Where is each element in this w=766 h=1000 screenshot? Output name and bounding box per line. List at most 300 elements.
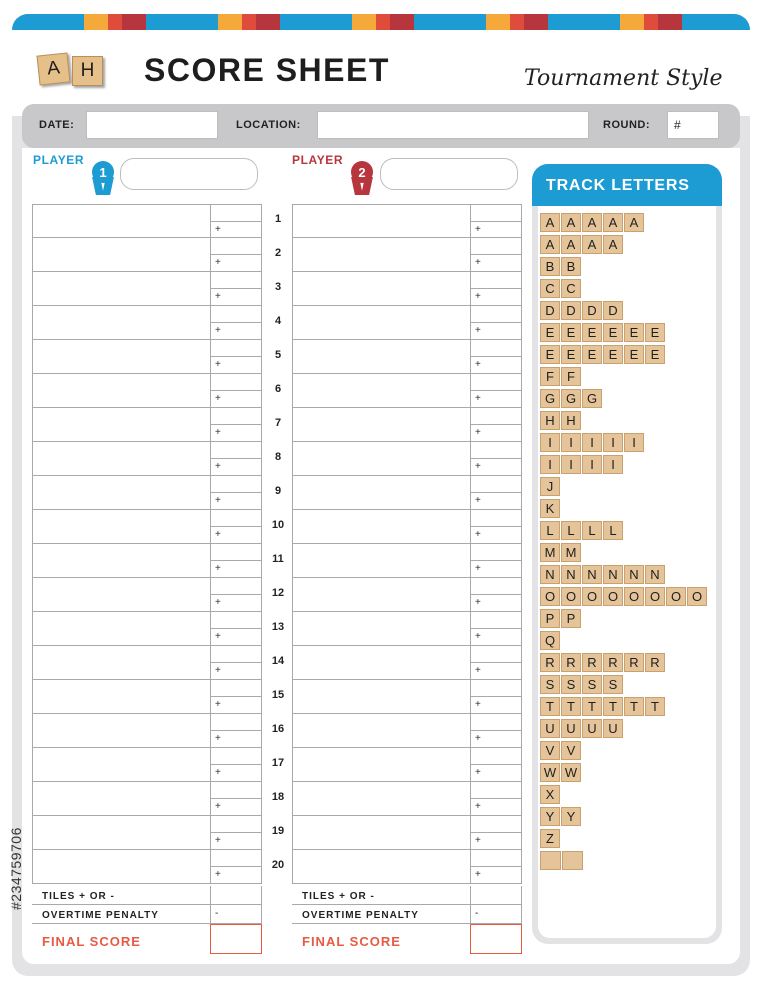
word-cell[interactable] <box>292 306 470 340</box>
letter-tile[interactable]: N <box>582 565 602 584</box>
plus-sign: + <box>215 495 221 506</box>
letter-tile[interactable]: H <box>540 411 560 430</box>
plus-sign: + <box>475 427 481 438</box>
letter-tile[interactable]: B <box>540 257 560 276</box>
plus-sign: + <box>215 529 221 540</box>
word-cell[interactable] <box>32 782 210 816</box>
tiles-row <box>292 886 522 905</box>
letter-tile[interactable]: I <box>603 455 623 474</box>
score-cell[interactable] <box>470 510 522 544</box>
round-row <box>292 238 522 272</box>
plus-sign: + <box>215 461 221 472</box>
blank-tile[interactable] <box>562 851 583 870</box>
letter-tile[interactable]: B <box>561 257 581 276</box>
plus-sign: + <box>475 224 481 235</box>
round-field[interactable] <box>667 111 719 139</box>
letter-tile[interactable]: L <box>582 521 602 540</box>
word-cell[interactable] <box>292 205 470 239</box>
letter-tile[interactable]: H <box>561 411 581 430</box>
tile-row <box>540 411 581 430</box>
stripe-segment <box>108 14 122 30</box>
letter-tile[interactable]: E <box>540 345 560 364</box>
letter-tile[interactable]: Y <box>540 807 560 826</box>
letter-tile[interactable]: S <box>561 675 581 694</box>
score-cell[interactable] <box>210 272 262 306</box>
plus-sign: + <box>475 563 481 574</box>
score-cell[interactable] <box>470 816 522 850</box>
round-number: 17 <box>271 757 285 769</box>
letter-tile[interactable]: M <box>561 543 581 562</box>
player-1-score-table <box>32 204 262 884</box>
letter-tile[interactable]: O <box>582 587 602 606</box>
word-cell[interactable] <box>32 510 210 544</box>
letter-tile[interactable]: E <box>624 323 644 342</box>
overtime-field[interactable]: - <box>210 905 262 924</box>
letter-tile[interactable]: L <box>603 521 623 540</box>
tile-row <box>540 367 581 386</box>
letter-tile[interactable]: G <box>582 389 602 408</box>
round-number: 11 <box>272 553 284 565</box>
stripe-segment <box>146 14 218 30</box>
round-row <box>292 680 522 714</box>
letter-tile[interactable]: E <box>561 323 581 342</box>
letter-tile[interactable]: E <box>645 345 665 364</box>
letter-tile[interactable]: R <box>540 653 560 672</box>
letter-tile[interactable]: A <box>582 235 602 254</box>
letter-tile[interactable]: O <box>624 587 644 606</box>
player-2-score-table <box>292 204 522 884</box>
player-2-name-field[interactable] <box>380 158 518 190</box>
letter-tile[interactable]: L <box>540 521 560 540</box>
letter-tile[interactable]: I <box>603 433 623 452</box>
letter-tile[interactable]: N <box>561 565 581 584</box>
word-cell[interactable] <box>32 748 210 782</box>
letter-tile[interactable]: O <box>561 587 581 606</box>
tile-row <box>540 279 581 298</box>
word-cell[interactable] <box>292 646 470 680</box>
plus-sign: + <box>475 393 481 404</box>
score-cell[interactable] <box>210 340 262 374</box>
word-cell[interactable] <box>292 748 470 782</box>
tiles-field[interactable] <box>470 886 522 905</box>
final-score-row <box>32 924 262 954</box>
stripe-segment <box>280 14 352 30</box>
page-title: SCORE SHEET <box>144 52 390 88</box>
player-2-label: PLAYER <box>292 153 344 167</box>
letter-tile[interactable]: O <box>645 587 665 606</box>
letter-tile[interactable]: E <box>624 345 644 364</box>
score-cell[interactable] <box>210 850 262 884</box>
letter-tile[interactable]: E <box>582 345 602 364</box>
word-cell[interactable] <box>32 205 210 239</box>
letter-tile[interactable]: V <box>561 741 581 760</box>
round-number: 16 <box>271 723 285 735</box>
score-cell[interactable] <box>470 544 522 578</box>
score-cell[interactable] <box>210 306 262 340</box>
letter-tile[interactable]: U <box>540 719 560 738</box>
letter-tile[interactable]: N <box>645 565 665 584</box>
letter-tile[interactable]: O <box>666 587 686 606</box>
word-cell[interactable] <box>32 544 210 578</box>
letter-tile[interactable]: A <box>540 235 560 254</box>
final-score-row <box>292 924 522 954</box>
score-cell[interactable] <box>210 748 262 782</box>
score-cell[interactable] <box>210 544 262 578</box>
plus-sign: + <box>475 699 481 710</box>
score-cell[interactable] <box>210 646 262 680</box>
letter-tile[interactable]: I <box>561 433 581 452</box>
score-cell[interactable] <box>470 680 522 714</box>
round-row <box>32 306 262 340</box>
score-cell[interactable] <box>210 578 262 612</box>
plus-sign: + <box>475 529 481 540</box>
word-cell[interactable] <box>292 340 470 374</box>
word-cell[interactable] <box>292 272 470 306</box>
letter-tile[interactable]: O <box>603 587 623 606</box>
score-cell[interactable] <box>470 272 522 306</box>
location-field[interactable] <box>317 111 589 139</box>
score-cell[interactable] <box>210 442 262 476</box>
letter-tile[interactable]: O <box>540 587 560 606</box>
score-cell[interactable] <box>470 340 522 374</box>
round-row <box>292 646 522 680</box>
tile-row <box>540 477 560 496</box>
score-cell[interactable] <box>470 714 522 748</box>
score-cell[interactable] <box>210 714 262 748</box>
word-cell[interactable] <box>292 680 470 714</box>
letter-tile[interactable]: S <box>603 675 623 694</box>
letter-tile[interactable]: D <box>540 301 560 320</box>
score-cell[interactable] <box>210 408 262 442</box>
word-cell[interactable] <box>32 646 210 680</box>
overtime-label: OVERTIME PENALTY <box>302 910 419 921</box>
round-number: 9 <box>274 485 282 497</box>
letter-tile[interactable]: R <box>582 653 602 672</box>
stripe-segment <box>84 14 108 30</box>
letter-tile[interactable]: M <box>540 543 560 562</box>
score-cell[interactable] <box>210 510 262 544</box>
plus-sign: + <box>215 427 221 438</box>
letter-tile[interactable]: N <box>540 565 560 584</box>
word-cell[interactable] <box>32 680 210 714</box>
plus-sign: + <box>215 325 221 336</box>
round-row <box>32 476 262 510</box>
letter-tile[interactable]: R <box>624 653 644 672</box>
round-number: 12 <box>271 587 285 599</box>
word-cell[interactable] <box>32 374 210 408</box>
word-cell[interactable] <box>292 408 470 442</box>
round-value: # <box>674 118 681 132</box>
score-cell[interactable] <box>210 612 262 646</box>
score-cell[interactable] <box>470 442 522 476</box>
round-row <box>32 510 262 544</box>
word-cell[interactable] <box>32 850 210 884</box>
round-row <box>292 408 522 442</box>
round-number: 13 <box>271 621 285 633</box>
round-row <box>32 544 262 578</box>
score-cell[interactable] <box>210 374 262 408</box>
track-letters-title: TRACK LETTERS <box>532 164 722 206</box>
word-cell[interactable] <box>292 374 470 408</box>
date-field[interactable] <box>86 111 218 139</box>
round-row <box>292 748 522 782</box>
word-cell[interactable] <box>32 340 210 374</box>
letter-tile[interactable]: T <box>624 697 644 716</box>
overtime-label: OVERTIME PENALTY <box>42 910 159 921</box>
round-number: 3 <box>274 281 282 293</box>
tile-row <box>540 323 665 342</box>
letter-tile[interactable]: Q <box>540 631 560 650</box>
letter-tile[interactable]: W <box>540 763 560 782</box>
round-row <box>32 748 262 782</box>
letter-tile[interactable]: W <box>561 763 581 782</box>
round-row <box>292 442 522 476</box>
score-cell[interactable] <box>210 782 262 816</box>
logo-tile-a: A <box>37 52 71 85</box>
tile-row <box>540 301 623 320</box>
letter-tile[interactable]: T <box>645 697 665 716</box>
letter-tile[interactable]: K <box>540 499 560 518</box>
letter-tile[interactable]: D <box>603 301 623 320</box>
letter-tile[interactable]: T <box>582 697 602 716</box>
plus-sign: + <box>215 291 221 302</box>
color-stripe <box>12 14 750 30</box>
score-cell[interactable] <box>470 782 522 816</box>
word-cell[interactable] <box>32 816 210 850</box>
word-cell[interactable] <box>292 816 470 850</box>
letter-tile[interactable]: E <box>540 323 560 342</box>
letter-tile[interactable]: I <box>624 433 644 452</box>
letter-tile[interactable]: F <box>540 367 560 386</box>
score-cell[interactable] <box>210 205 262 239</box>
letter-tile[interactable]: C <box>540 279 560 298</box>
letter-tile[interactable]: V <box>540 741 560 760</box>
plus-sign: + <box>475 801 481 812</box>
letter-tile[interactable]: Z <box>540 829 560 848</box>
letter-tile[interactable]: U <box>603 719 623 738</box>
score-cell[interactable] <box>210 238 262 272</box>
letter-tile[interactable]: X <box>540 785 560 804</box>
word-cell[interactable] <box>292 850 470 884</box>
score-cell[interactable] <box>470 748 522 782</box>
tiles-field[interactable] <box>210 886 262 905</box>
plus-sign: + <box>475 461 481 472</box>
round-row <box>32 374 262 408</box>
tile-row <box>540 235 623 254</box>
plus-sign: + <box>215 767 221 778</box>
plus-sign: + <box>475 597 481 608</box>
tile-row <box>540 499 560 518</box>
stripe-segment <box>12 14 84 30</box>
player-1-name-field[interactable] <box>120 158 258 190</box>
letter-tile[interactable]: E <box>645 323 665 342</box>
letter-tile[interactable]: I <box>582 455 602 474</box>
letter-tile[interactable]: S <box>582 675 602 694</box>
player-2-ribbon-icon: 2 <box>351 161 373 197</box>
word-cell[interactable] <box>292 442 470 476</box>
letter-tile[interactable]: D <box>582 301 602 320</box>
word-cell[interactable] <box>292 544 470 578</box>
plus-sign: + <box>475 325 481 336</box>
round-row <box>292 272 522 306</box>
round-row <box>32 782 262 816</box>
round-row <box>32 272 262 306</box>
letter-tile[interactable]: F <box>561 367 581 386</box>
plus-sign: + <box>475 733 481 744</box>
stripe-segment <box>682 14 750 30</box>
overtime-row <box>292 905 522 924</box>
letter-tile[interactable]: P <box>540 609 560 628</box>
letter-tile[interactable]: A <box>561 235 581 254</box>
score-cell[interactable] <box>470 476 522 510</box>
tile-row <box>540 587 707 606</box>
score-cell[interactable] <box>210 680 262 714</box>
overtime-field[interactable]: - <box>470 905 522 924</box>
word-cell[interactable] <box>32 578 210 612</box>
letter-tile[interactable]: L <box>561 521 581 540</box>
letter-tile[interactable]: T <box>540 697 560 716</box>
round-label: ROUND: <box>603 119 650 131</box>
stripe-segment <box>620 14 644 30</box>
letter-tile[interactable]: O <box>687 587 707 606</box>
round-row <box>32 612 262 646</box>
score-cell[interactable] <box>470 850 522 884</box>
letter-tile[interactable]: A <box>603 213 623 232</box>
plus-sign: + <box>215 631 221 642</box>
tile-row <box>540 213 644 232</box>
round-row <box>292 204 522 238</box>
letter-tile[interactable]: Y <box>561 807 581 826</box>
letter-tile[interactable]: G <box>540 389 560 408</box>
letter-tile[interactable]: R <box>645 653 665 672</box>
letter-tile[interactable]: T <box>561 697 581 716</box>
word-cell[interactable] <box>32 238 210 272</box>
stripe-segment <box>376 14 390 30</box>
word-cell[interactable] <box>32 408 210 442</box>
tile-row <box>540 807 581 826</box>
score-cell[interactable] <box>470 612 522 646</box>
plus-sign: + <box>215 563 221 574</box>
letter-tile[interactable]: R <box>561 653 581 672</box>
round-row <box>292 340 522 374</box>
round-row <box>292 374 522 408</box>
word-cell[interactable] <box>32 272 210 306</box>
letter-tile[interactable]: N <box>603 565 623 584</box>
letter-tile[interactable]: G <box>561 389 581 408</box>
score-cell[interactable] <box>470 238 522 272</box>
stock-watermark: #234759706 <box>8 827 24 910</box>
score-cell[interactable] <box>470 578 522 612</box>
tiles-row <box>32 886 262 905</box>
plus-sign: + <box>475 359 481 370</box>
round-number: 4 <box>274 315 282 327</box>
word-cell[interactable] <box>292 612 470 646</box>
round-row <box>32 408 262 442</box>
letter-tile[interactable]: A <box>624 213 644 232</box>
round-number: 14 <box>271 655 285 667</box>
word-cell[interactable] <box>32 442 210 476</box>
letter-tile[interactable]: A <box>540 213 560 232</box>
letter-tile[interactable]: E <box>561 345 581 364</box>
score-cell[interactable] <box>470 205 522 239</box>
letter-tile[interactable]: I <box>540 433 560 452</box>
word-cell[interactable] <box>32 476 210 510</box>
word-cell[interactable] <box>292 578 470 612</box>
plus-sign: + <box>475 869 481 880</box>
score-cell[interactable] <box>210 816 262 850</box>
letter-tile[interactable]: J <box>540 477 560 496</box>
word-cell[interactable] <box>292 476 470 510</box>
letter-tile[interactable]: C <box>561 279 581 298</box>
letter-tile[interactable]: I <box>582 433 602 452</box>
word-cell[interactable] <box>292 714 470 748</box>
final-score-field[interactable] <box>470 924 522 954</box>
stripe-segment <box>256 14 280 30</box>
letter-tile[interactable]: N <box>624 565 644 584</box>
word-cell[interactable] <box>32 306 210 340</box>
plus-sign: + <box>215 359 221 370</box>
stripe-segment <box>390 14 414 30</box>
letter-tile[interactable]: A <box>603 235 623 254</box>
score-cell[interactable] <box>470 306 522 340</box>
letter-tile[interactable]: U <box>561 719 581 738</box>
letter-tile[interactable]: I <box>540 455 560 474</box>
word-cell[interactable] <box>292 510 470 544</box>
score-cell[interactable] <box>470 408 522 442</box>
letter-tile[interactable]: I <box>561 455 581 474</box>
letter-tile[interactable]: A <box>561 213 581 232</box>
player-1-ribbon-icon: 1 <box>92 161 114 197</box>
score-cell[interactable] <box>210 476 262 510</box>
round-row <box>292 476 522 510</box>
word-cell[interactable] <box>292 238 470 272</box>
round-row <box>32 816 262 850</box>
tile-row <box>540 675 623 694</box>
letter-tile[interactable]: R <box>603 653 623 672</box>
round-row <box>292 578 522 612</box>
plus-sign: + <box>215 665 221 676</box>
round-number: 18 <box>271 791 285 803</box>
round-number: 8 <box>274 451 282 463</box>
plus-sign: + <box>475 835 481 846</box>
score-cell[interactable] <box>470 374 522 408</box>
plus-sign: + <box>215 597 221 608</box>
tile-row <box>540 543 581 562</box>
letter-tile[interactable]: E <box>582 323 602 342</box>
stripe-segment <box>352 14 376 30</box>
blank-tile[interactable] <box>540 851 561 870</box>
letter-tile[interactable]: A <box>582 213 602 232</box>
info-row <box>22 104 740 148</box>
word-cell[interactable] <box>32 612 210 646</box>
round-row <box>32 442 262 476</box>
letter-tile[interactable]: D <box>561 301 581 320</box>
letter-tile[interactable]: T <box>603 697 623 716</box>
final-score-field[interactable] <box>210 924 262 954</box>
word-cell[interactable] <box>32 714 210 748</box>
stripe-segment <box>510 14 524 30</box>
letter-tile[interactable]: P <box>561 609 581 628</box>
letter-tile[interactable]: E <box>603 345 623 364</box>
word-cell[interactable] <box>292 782 470 816</box>
letter-tile[interactable]: E <box>603 323 623 342</box>
stripe-segment <box>548 14 620 30</box>
letter-tile[interactable]: U <box>582 719 602 738</box>
stripe-segment <box>486 14 510 30</box>
letter-tile[interactable]: S <box>540 675 560 694</box>
player-1-label: PLAYER <box>33 153 85 167</box>
score-cell[interactable] <box>470 646 522 680</box>
